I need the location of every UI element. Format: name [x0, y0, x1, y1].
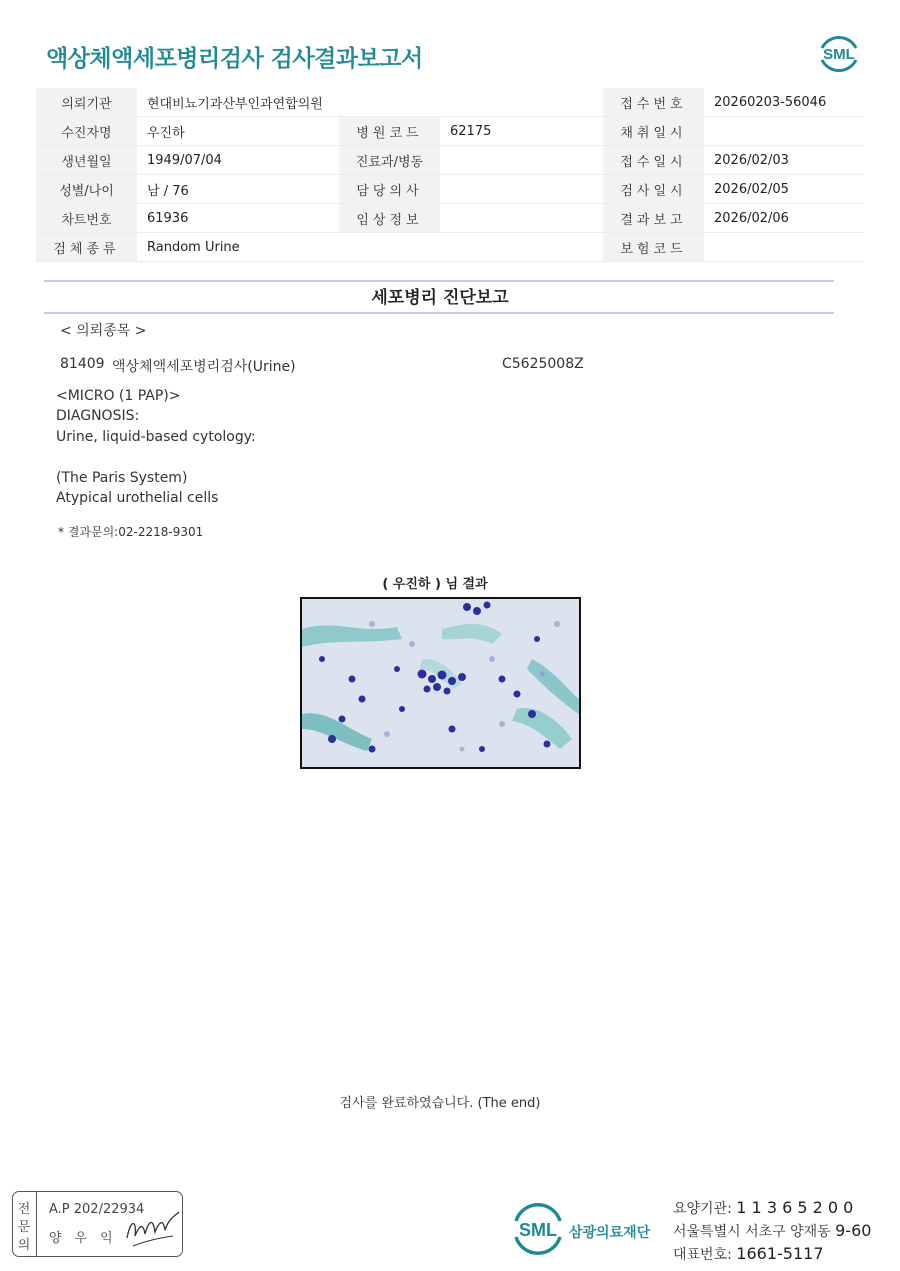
section-divider-top: [44, 280, 834, 282]
report-date-label: 결과보고: [603, 204, 704, 233]
collection-date-label: 채취일시: [603, 117, 704, 146]
doctor-label: 담당의사: [339, 175, 440, 204]
company-name: 삼광의료재단: [569, 1225, 651, 1241]
institution-code-line: [673, 1198, 853, 1218]
info-row: [36, 146, 864, 175]
chart-no-label: 차트번호: [36, 204, 137, 233]
requesting-org-label: 의뢰기관: [36, 88, 137, 117]
info-row: [36, 204, 864, 233]
micro-line: <MICRO (1 PAP)>: [56, 388, 181, 404]
physician-name: 양우익: [49, 1231, 126, 1246]
sex-age-label: 성별/나이: [36, 175, 137, 204]
birth-date-label: 생년월일: [36, 146, 137, 175]
clinical-info-label: 임상정보: [339, 204, 440, 233]
hospital-code-label: 병원코드: [339, 117, 440, 146]
patient-label: 수진자명: [36, 117, 137, 146]
sml-logo-text: SML: [823, 46, 855, 63]
address-prefix: 서울특별시 서초구 양재동: [673, 1224, 831, 1240]
phone-label: 대표번호:: [673, 1247, 732, 1263]
specimen-label: 검체종류: [36, 233, 137, 262]
diagnosis-result: Atypical urothelial cells: [56, 490, 219, 506]
paris-system-line: (The Paris System): [56, 470, 188, 486]
sml-footer-logo-icon: [508, 1199, 568, 1257]
report-date-value: 2026/02/06: [704, 204, 864, 233]
sml-footer-logo-text: SML: [519, 1220, 557, 1240]
insurance-code-label: 보험코드: [603, 233, 704, 262]
insurance-test-code: C5625008Z: [502, 356, 584, 372]
info-row: [36, 233, 864, 262]
specimen-value: Random Urine: [137, 233, 603, 262]
result-contact-note: * 결과문의:02-2218-9301: [58, 525, 204, 539]
requesting-org-value: 현대비뇨기과산부인과연합의원: [137, 88, 603, 117]
patient-info-table: [36, 88, 864, 262]
clinical-info-value: [440, 204, 603, 233]
collection-date-value: [704, 117, 864, 146]
section-title: 세포병리 진단보고: [371, 288, 509, 308]
phone-number: 1661-5117: [736, 1244, 824, 1263]
address-line: [673, 1221, 871, 1241]
doctor-value: [440, 175, 603, 204]
hospital-code-value: 62175: [440, 117, 603, 146]
insurance-code-value: [704, 233, 864, 262]
test-date-value: 2026/02/05: [704, 175, 864, 204]
info-row: [36, 117, 864, 146]
receipt-date-value: 2026/02/03: [704, 146, 864, 175]
department-label: 진료과/병동: [339, 146, 440, 175]
patient-value: 우진하: [137, 117, 339, 146]
institution-code: 1 1 3 6 5 2 0 0: [736, 1198, 854, 1217]
stamp-side-label: [13, 1192, 37, 1256]
birth-date-value: 1949/07/04: [137, 146, 339, 175]
stamp-char: 의: [17, 1238, 31, 1253]
stamp-char: 전: [17, 1202, 31, 1217]
info-row: [36, 175, 864, 204]
physician-stamp: [12, 1191, 183, 1257]
requested-items-label: < 의뢰종목 >: [60, 323, 147, 339]
diagnosis-specimen: Urine, liquid-based cytology:: [56, 429, 256, 445]
department-value: [440, 146, 603, 175]
address-number: 9-60: [835, 1221, 872, 1240]
end-text: 검사를 완료하였습니다. (The end): [339, 1096, 541, 1111]
sml-logo-icon: [814, 28, 864, 78]
receipt-date-label: 접수일시: [603, 146, 704, 175]
microscope-cytology-image: [300, 597, 581, 769]
section-divider-bottom: [44, 312, 834, 314]
phone-line: [673, 1244, 824, 1264]
receipt-no-value: 20260203-56046: [704, 88, 864, 117]
license-number: A.P 202/22934: [49, 1202, 145, 1217]
institution-code-label: 요양기관:: [673, 1201, 732, 1217]
info-row: [36, 88, 864, 117]
receipt-no-label: 접수번호: [603, 88, 704, 117]
diagnosis-label: DIAGNOSIS:: [56, 408, 140, 424]
image-caption: ( 우진하 ) 님 결과: [382, 577, 488, 592]
chart-no-value: 61936: [137, 204, 339, 233]
test-code: 81409: [60, 356, 105, 372]
test-date-label: 검사일시: [603, 175, 704, 204]
stamp-char: 문: [17, 1220, 31, 1235]
test-name: 액상체액세포병리검사(Urine): [112, 359, 296, 375]
document-title: 액상체액세포병리검사 검사결과보고서: [46, 46, 423, 72]
sex-age-value: 남 / 76: [137, 175, 339, 204]
signature-icon: [123, 1208, 183, 1252]
